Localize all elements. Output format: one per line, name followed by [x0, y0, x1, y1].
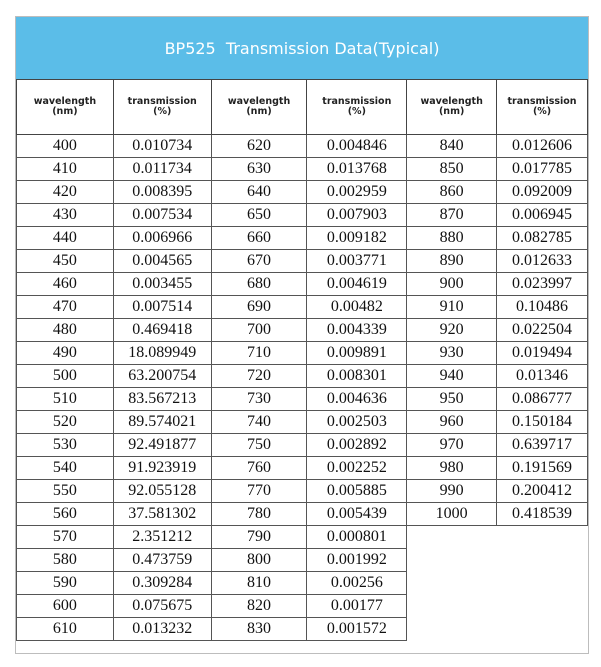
table-row: [17, 181, 588, 204]
transmission-cell: 63.200754: [113, 365, 211, 388]
wavelength-cell: 490: [17, 342, 114, 365]
wavelength-cell: 450: [17, 250, 114, 273]
table-row: [17, 618, 588, 641]
table-row: [17, 595, 588, 618]
transmission-cell: 0.10486: [497, 296, 588, 319]
transmission-cell: 0.00177: [307, 595, 407, 618]
wavelength-cell: 410: [17, 158, 114, 181]
table-row: [17, 135, 588, 158]
transmission-cell: 92.491877: [113, 434, 211, 457]
transmission-cell: 0.473759: [113, 549, 211, 572]
transmission-cell: 0.002892: [307, 434, 407, 457]
table-row: [17, 273, 588, 296]
wavelength-cell: 980: [407, 457, 497, 480]
wavelength-cell: 670: [211, 250, 307, 273]
page-title: BP525 Transmission Data(Typical): [164, 38, 440, 58]
transmission-cell: 91.923919: [113, 457, 211, 480]
transmission-cell: 89.574021: [113, 411, 211, 434]
table-body: [17, 135, 588, 641]
table-row: [17, 158, 588, 181]
header-row: [17, 80, 588, 135]
transmission-cell: 0.017785: [497, 158, 588, 181]
wavelength-cell: 940: [407, 365, 497, 388]
transmission-header: transmission (%): [497, 80, 588, 135]
wavelength-cell: 600: [17, 595, 114, 618]
wavelength-cell: 700: [211, 319, 307, 342]
table-row: [17, 503, 588, 526]
transmission-cell: 0.012633: [497, 250, 588, 273]
wavelength-cell: 780: [211, 503, 307, 526]
wavelength-cell: 480: [17, 319, 114, 342]
transmission-cell: 0.005439: [307, 503, 407, 526]
empty-cell: [497, 526, 588, 549]
wavelength-cell: 460: [17, 273, 114, 296]
transmission-cell: 0.082785: [497, 227, 588, 250]
table-row: [17, 319, 588, 342]
wavelength-cell: 720: [211, 365, 307, 388]
table-row: [17, 204, 588, 227]
wavelength-cell: 570: [17, 526, 114, 549]
transmission-cell: 0.200412: [497, 480, 588, 503]
transmission-cell: 0.004619: [307, 273, 407, 296]
wavelength-cell: 760: [211, 457, 307, 480]
table-row: [17, 296, 588, 319]
wavelength-cell: 840: [407, 135, 497, 158]
wavelength-cell: 440: [17, 227, 114, 250]
transmission-cell: 0.004339: [307, 319, 407, 342]
transmission-cell: 0.001992: [307, 549, 407, 572]
transmission-cell: 0.010734: [113, 135, 211, 158]
transmission-cell: 0.309284: [113, 572, 211, 595]
transmission-cell: 0.007534: [113, 204, 211, 227]
table-row: [17, 388, 588, 411]
transmission-cell: 0.000801: [307, 526, 407, 549]
empty-cell: [407, 526, 497, 549]
transmission-cell: 18.089949: [113, 342, 211, 365]
transmission-cell: 0.019494: [497, 342, 588, 365]
wavelength-cell: 800: [211, 549, 307, 572]
transmission-cell: 0.013232: [113, 618, 211, 641]
wavelength-cell: 1000: [407, 503, 497, 526]
table-row: [17, 365, 588, 388]
wavelength-cell: 540: [17, 457, 114, 480]
wavelength-cell: 730: [211, 388, 307, 411]
empty-cell: [407, 595, 497, 618]
transmission-cell: 0.002959: [307, 181, 407, 204]
table-row: [17, 457, 588, 480]
wavelength-cell: 990: [407, 480, 497, 503]
empty-cell: [497, 595, 588, 618]
wavelength-cell: 880: [407, 227, 497, 250]
empty-cell: [497, 549, 588, 572]
wavelength-cell: 810: [211, 572, 307, 595]
table-row: [17, 342, 588, 365]
empty-cell: [407, 572, 497, 595]
wavelength-cell: 610: [17, 618, 114, 641]
transmission-cell: 0.011734: [113, 158, 211, 181]
wavelength-cell: 640: [211, 181, 307, 204]
transmission-cell: 0.086777: [497, 388, 588, 411]
wavelength-cell: 850: [407, 158, 497, 181]
wavelength-cell: 970: [407, 434, 497, 457]
wavelength-cell: 420: [17, 181, 114, 204]
table-row: [17, 434, 588, 457]
wavelength-cell: 400: [17, 135, 114, 158]
wavelength-cell: 650: [211, 204, 307, 227]
wavelength-cell: 680: [211, 273, 307, 296]
wavelength-cell: 900: [407, 273, 497, 296]
transmission-cell: 37.581302: [113, 503, 211, 526]
transmission-cell: 0.004636: [307, 388, 407, 411]
transmission-cell: 0.075675: [113, 595, 211, 618]
wavelength-cell: 590: [17, 572, 114, 595]
empty-cell: [497, 618, 588, 641]
wavelength-cell: 580: [17, 549, 114, 572]
wavelength-cell: 740: [211, 411, 307, 434]
wavelength-cell: 930: [407, 342, 497, 365]
transmission-cell: 0.006945: [497, 204, 588, 227]
transmission-cell: 0.191569: [497, 457, 588, 480]
transmission-cell: 0.012606: [497, 135, 588, 158]
transmission-cell: 0.008301: [307, 365, 407, 388]
wavelength-cell: 710: [211, 342, 307, 365]
wavelength-cell: 890: [407, 250, 497, 273]
wavelength-cell: 690: [211, 296, 307, 319]
transmission-cell: 83.567213: [113, 388, 211, 411]
wavelength-header: wavelength (nm): [211, 80, 307, 135]
wavelength-cell: 830: [211, 618, 307, 641]
transmission-cell: 0.004565: [113, 250, 211, 273]
transmission-cell: 0.001572: [307, 618, 407, 641]
transmission-cell: 0.006966: [113, 227, 211, 250]
wavelength-cell: 470: [17, 296, 114, 319]
wavelength-cell: 550: [17, 480, 114, 503]
transmission-cell: 2.351212: [113, 526, 211, 549]
transmission-header: transmission (%): [307, 80, 407, 135]
wavelength-cell: 950: [407, 388, 497, 411]
transmission-cell: 0.002252: [307, 457, 407, 480]
transmission-cell: 0.009182: [307, 227, 407, 250]
transmission-header: transmission (%): [113, 80, 211, 135]
transmission-cell: 0.013768: [307, 158, 407, 181]
empty-cell: [497, 572, 588, 595]
wavelength-cell: 770: [211, 480, 307, 503]
transmission-cell: 0.023997: [497, 273, 588, 296]
wavelength-cell: 530: [17, 434, 114, 457]
wavelength-header: wavelength (nm): [407, 80, 497, 135]
transmission-table: [16, 79, 588, 641]
transmission-cell: 0.418539: [497, 503, 588, 526]
wavelength-cell: 820: [211, 595, 307, 618]
transmission-cell: 0.005885: [307, 480, 407, 503]
transmission-cell: 0.469418: [113, 319, 211, 342]
transmission-cell: 0.003771: [307, 250, 407, 273]
table-row: [17, 480, 588, 503]
transmission-cell: 0.007903: [307, 204, 407, 227]
table-row: [17, 526, 588, 549]
wavelength-cell: 500: [17, 365, 114, 388]
transmission-cell: 0.007514: [113, 296, 211, 319]
wavelength-header: wavelength (nm): [17, 80, 114, 135]
wavelength-cell: 920: [407, 319, 497, 342]
wavelength-cell: 790: [211, 526, 307, 549]
wavelength-cell: 560: [17, 503, 114, 526]
transmission-cell: 0.00256: [307, 572, 407, 595]
table-row: [17, 250, 588, 273]
transmission-cell: 0.008395: [113, 181, 211, 204]
transmission-cell: 0.00482: [307, 296, 407, 319]
empty-cell: [407, 549, 497, 572]
table-row: [17, 572, 588, 595]
wavelength-cell: 860: [407, 181, 497, 204]
wavelength-cell: 870: [407, 204, 497, 227]
transmission-cell: 0.009891: [307, 342, 407, 365]
wavelength-cell: 430: [17, 204, 114, 227]
wavelength-cell: 750: [211, 434, 307, 457]
transmission-cell: 0.092009: [497, 181, 588, 204]
table-row: [17, 549, 588, 572]
wavelength-cell: 660: [211, 227, 307, 250]
data-card: [15, 16, 589, 654]
wavelength-cell: 910: [407, 296, 497, 319]
table-row: [17, 227, 588, 250]
transmission-cell: 0.004846: [307, 135, 407, 158]
wavelength-cell: 960: [407, 411, 497, 434]
transmission-cell: 0.01346: [497, 365, 588, 388]
table-row: [17, 411, 588, 434]
title-bar: [16, 17, 588, 79]
transmission-cell: 0.002503: [307, 411, 407, 434]
wavelength-cell: 510: [17, 388, 114, 411]
transmission-cell: 0.022504: [497, 319, 588, 342]
transmission-cell: 0.003455: [113, 273, 211, 296]
transmission-cell: 92.055128: [113, 480, 211, 503]
empty-cell: [407, 618, 497, 641]
wavelength-cell: 520: [17, 411, 114, 434]
transmission-cell: 0.639717: [497, 434, 588, 457]
transmission-cell: 0.150184: [497, 411, 588, 434]
wavelength-cell: 630: [211, 158, 307, 181]
wavelength-cell: 620: [211, 135, 307, 158]
